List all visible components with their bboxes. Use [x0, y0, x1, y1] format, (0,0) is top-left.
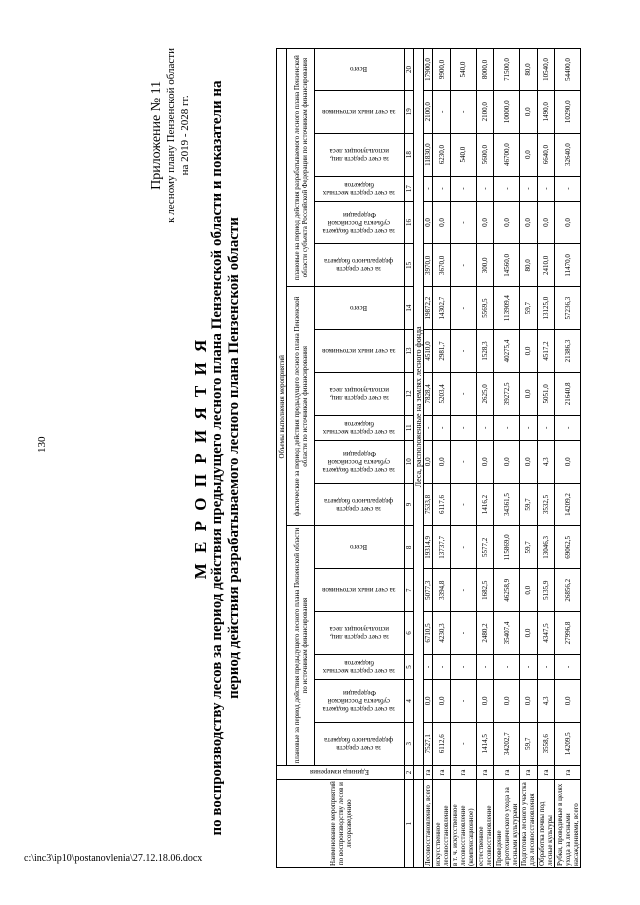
table-cell: 4347,5	[537, 612, 555, 655]
header-source-4: за счет средств лиц, использующих леса	[315, 612, 405, 655]
table-cell: 0,0	[433, 201, 451, 244]
table-cell: 300,0	[476, 244, 494, 287]
table-row	[555, 49, 581, 868]
table-cell: 0,0	[520, 133, 538, 176]
table-cell: 59,7	[520, 483, 538, 526]
table-cell: -	[424, 176, 433, 201]
table-cell: 14209,2	[555, 483, 581, 526]
header-source-3: за счет средств местных бюджетов	[315, 415, 405, 440]
table-cell: 13737,7	[433, 526, 451, 569]
row-name: естественное лесовосстановление	[476, 780, 494, 868]
column-number: 19	[405, 90, 414, 133]
table-cell: 4517,2	[537, 330, 555, 373]
column-number: 18	[405, 133, 414, 176]
table-cell: 46258,9	[494, 569, 520, 612]
header-unit-column: Единица измерения	[277, 765, 405, 780]
table-cell: -	[537, 176, 555, 201]
table-cell: 2625,0	[476, 372, 494, 415]
column-number: 20	[405, 49, 414, 91]
table-row	[494, 49, 520, 868]
table-cell: 8000,0	[476, 49, 494, 91]
table-cell: 6640,0	[537, 133, 555, 176]
table-row	[520, 49, 538, 868]
table-cell: 5135,9	[537, 569, 555, 612]
table-cell: 34361,5	[494, 483, 520, 526]
table-cell: 2100,0	[424, 90, 433, 133]
table-cell: -	[433, 90, 451, 133]
column-number: 15	[405, 244, 414, 287]
appendix-reference: к лесному плану Пензенской области	[165, 48, 177, 223]
table-cell: -	[450, 330, 476, 373]
column-number: 11	[405, 415, 414, 440]
table-cell: 0,0	[424, 201, 433, 244]
table-cell: -	[494, 415, 520, 440]
table-cell: 3670,0	[433, 244, 451, 287]
row-unit: га	[424, 765, 433, 780]
table-cell: 5051,0	[537, 372, 555, 415]
header-source-5: за счет иных источников	[315, 569, 405, 612]
table-cell: 0,0	[520, 330, 538, 373]
header-group-actual-previous: фактические за период действия предыдущего лесного плана Пензенской области по источникам финансирования	[287, 287, 315, 526]
section-empty-cell	[414, 765, 424, 780]
table-cell: 46700,0	[494, 133, 520, 176]
column-number: 10	[405, 440, 414, 483]
table-cell: 2480,2	[476, 612, 494, 655]
row-name: Обработка почвы под лесные культуры	[537, 780, 555, 868]
table-cell: 0,0	[494, 440, 520, 483]
header-volumes: Объемы выполнения мероприятий	[277, 49, 287, 766]
table-cell: 540,0	[450, 133, 476, 176]
row-name: Проведение агротехнического ухода за лесными культурами	[494, 780, 520, 868]
table-cell: 59,7	[520, 287, 538, 330]
table-cell: 13046,3	[537, 526, 555, 569]
measures-table	[276, 48, 581, 868]
table-cell: 11830,0	[424, 133, 433, 176]
row-unit: га	[450, 765, 476, 780]
table-cell: -	[450, 526, 476, 569]
page-number: 130	[36, 436, 48, 453]
table-row	[476, 49, 494, 868]
table-cell: 21386,3	[555, 330, 581, 373]
header-source-5: за счет иных источников	[315, 90, 405, 133]
table-cell: 0,0	[476, 680, 494, 723]
table-cell: -	[450, 287, 476, 330]
table-cell: 57236,3	[555, 287, 581, 330]
column-number: 5	[405, 654, 414, 679]
column-number: 16	[405, 201, 414, 244]
table-cell: -	[450, 722, 476, 765]
table-cell: -	[494, 654, 520, 679]
document-title	[192, 48, 243, 868]
table-cell: -	[450, 654, 476, 679]
table-cell: 6112,6	[433, 722, 451, 765]
header-source-2: за счет средств бюджета субъекта Российской Федерации	[315, 201, 405, 244]
row-name: Подготовка лесного участка для лесовосстановления	[520, 780, 538, 868]
table-cell: -	[433, 176, 451, 201]
table-cell: 540,0	[450, 49, 476, 91]
table-cell: 0,0	[555, 201, 581, 244]
column-number: 2	[405, 765, 414, 780]
table-cell: 5203,4	[433, 372, 451, 415]
title-line-1: по воспроизводству лесов за период действия предыдущего лесного плана Пензенской области и показатели на	[209, 80, 225, 836]
table-row	[433, 49, 451, 868]
table-cell: 1490,0	[537, 90, 555, 133]
header-source-6: Всего	[315, 526, 405, 569]
header-source-6: Всего	[315, 49, 405, 91]
column-numbers-row	[405, 49, 414, 868]
table-cell: -	[450, 244, 476, 287]
table-cell: 11470,0	[555, 244, 581, 287]
header-name-column: Наименование мероприятий по воспроизводству лесов и лесоразведению	[277, 780, 405, 868]
table-cell: 34202,7	[494, 722, 520, 765]
table-cell: 5077,3	[424, 569, 433, 612]
table-row	[450, 49, 476, 868]
column-number: 7	[405, 569, 414, 612]
table-cell: 6117,6	[433, 483, 451, 526]
table-cell: 1414,5	[476, 722, 494, 765]
table-cell: -	[537, 415, 555, 440]
table-cell: 7533,8	[424, 483, 433, 526]
table-cell: 80,0	[520, 49, 538, 91]
row-unit: га	[476, 765, 494, 780]
header-source-2: за счет средств бюджета субъекта Российской Федерации	[315, 680, 405, 723]
header-source-3: за счет средств местных бюджетов	[315, 176, 405, 201]
table-cell: 4510,0	[424, 330, 433, 373]
table-cell: -	[476, 176, 494, 201]
table-cell: 6710,5	[424, 612, 433, 655]
table-cell: 3394,8	[433, 569, 451, 612]
table-cell: 0,0	[520, 372, 538, 415]
table-cell: -	[555, 654, 581, 679]
table-cell: 7527,1	[424, 722, 433, 765]
table-cell: 69062,5	[555, 526, 581, 569]
title-heading: М Е Р О П Р И Я Т И Я	[191, 336, 210, 580]
row-unit: га	[537, 765, 555, 780]
table-cell: 1682,5	[476, 569, 494, 612]
column-number: 13	[405, 330, 414, 373]
table-cell: 0,0	[520, 612, 538, 655]
table-cell: -	[537, 654, 555, 679]
table-cell: 6230,0	[433, 133, 451, 176]
table-cell: 26856,2	[555, 569, 581, 612]
column-number: 1	[405, 780, 414, 868]
table-cell: 5600,0	[476, 133, 494, 176]
table-cell: -	[520, 654, 538, 679]
header-source-2: за счет средств бюджета субъекта Российской Федерации	[315, 440, 405, 483]
table-row	[537, 49, 555, 868]
table-cell: -	[450, 372, 476, 415]
appendix-number: Приложение № 11	[149, 80, 164, 190]
table-cell: -	[450, 483, 476, 526]
section-row	[414, 49, 424, 868]
column-number: 12	[405, 372, 414, 415]
table-cell: -	[476, 654, 494, 679]
table-cell: -	[555, 415, 581, 440]
table-cell: 32640,0	[555, 133, 581, 176]
table-cell: 0,0	[555, 680, 581, 723]
table-cell: 13125,0	[537, 287, 555, 330]
table-cell: -	[450, 612, 476, 655]
table-cell: -	[450, 176, 476, 201]
table-cell: -	[555, 176, 581, 201]
table-cell: 0,0	[424, 680, 433, 723]
table-cell: 3970,0	[424, 244, 433, 287]
table-cell: -	[424, 415, 433, 440]
row-unit: га	[520, 765, 538, 780]
table-cell: 0,0	[537, 201, 555, 244]
rotated-document	[150, 48, 625, 868]
section-title: Леса, расположенные на землях лесного фонда	[414, 49, 424, 766]
table-cell: 19872,2	[424, 287, 433, 330]
table-cell: 27996,8	[555, 612, 581, 655]
table-cell: 0,0	[520, 201, 538, 244]
table-cell: 35407,4	[494, 612, 520, 655]
appendix-period: на 2019 - 2028 гг.	[179, 95, 191, 176]
column-number: 3	[405, 722, 414, 765]
table-cell: 3558,6	[537, 722, 555, 765]
table-cell: -	[520, 176, 538, 201]
table-cell: -	[450, 440, 476, 483]
row-name: в т. ч. искусственное лесовосстановление (компенсационное)	[450, 780, 476, 868]
table-cell: -	[424, 654, 433, 679]
header-source-6: Всего	[315, 287, 405, 330]
table-cell: 0,0	[494, 201, 520, 244]
table-cell: -	[450, 680, 476, 723]
table-cell: 0,0	[424, 440, 433, 483]
table-cell: 0,0	[433, 440, 451, 483]
table-cell: 21640,8	[555, 372, 581, 415]
table-cell: 39272,5	[494, 372, 520, 415]
header-group-planned-previous: плановые за период действия предыдущего лесного плана Пензенской области по источникам финансирования	[287, 526, 315, 765]
header-source-4: за счет средств лиц, использующих леса	[315, 133, 405, 176]
table-cell: 5569,5	[476, 287, 494, 330]
header-source-4: за счет средств лиц, использующих леса	[315, 372, 405, 415]
table-cell: 1416,2	[476, 483, 494, 526]
table-cell: 59,7	[520, 722, 538, 765]
column-number: 6	[405, 612, 414, 655]
table-cell: 54400,0	[555, 49, 581, 91]
table-cell: 113909,4	[494, 287, 520, 330]
table-cell: 10290,0	[555, 90, 581, 133]
table-cell: 14209,5	[555, 722, 581, 765]
table-cell: 1528,3	[476, 330, 494, 373]
table-cell: 0,0	[520, 569, 538, 612]
table-cell: 80,0	[520, 244, 538, 287]
table-cell: 2410,0	[537, 244, 555, 287]
table-cell: 17900,0	[424, 49, 433, 91]
table-cell: -	[520, 415, 538, 440]
table-cell: -	[450, 90, 476, 133]
table-cell: 14302,7	[433, 287, 451, 330]
section-empty-cell	[414, 780, 424, 868]
table-cell: 0,0	[476, 201, 494, 244]
table-cell: 0,0	[520, 440, 538, 483]
table-cell: 0,0	[555, 440, 581, 483]
table-cell: 0,0	[520, 680, 538, 723]
table-cell: 4230,3	[433, 612, 451, 655]
header-source-1: за счет средств федерального бюджета	[315, 483, 405, 526]
table-cell: 10540,0	[537, 49, 555, 91]
table-cell: 9900,0	[433, 49, 451, 91]
table-cell: -	[450, 569, 476, 612]
column-number: 4	[405, 680, 414, 723]
header-source-1: за счет средств федерального бюджета	[315, 722, 405, 765]
column-number: 9	[405, 483, 414, 526]
table-cell: -	[494, 176, 520, 201]
row-name: искусственное лесовосстановление	[433, 780, 451, 868]
table-cell: 5577,2	[476, 526, 494, 569]
table-cell: 4,3	[537, 680, 555, 723]
column-number: 8	[405, 526, 414, 569]
title-line-2: период действия разрабатываемого лесного плана Пензенской области	[226, 217, 242, 699]
table-cell: -	[476, 415, 494, 440]
table-cell: -	[450, 415, 476, 440]
appendix-note	[150, 48, 192, 223]
table-cell: 14560,0	[494, 244, 520, 287]
column-number: 17	[405, 176, 414, 201]
row-name: Лесовосстановление, всего	[424, 780, 433, 868]
table-cell: -	[433, 415, 451, 440]
column-number: 14	[405, 287, 414, 330]
row-unit: га	[494, 765, 520, 780]
table-cell: 19314,9	[424, 526, 433, 569]
row-name: Рубки, проводимые в целях ухода за лесными насаждениями, всего	[555, 780, 581, 868]
header-source-1: за счет средств федерального бюджета	[315, 244, 405, 287]
table-cell: -	[433, 654, 451, 679]
table-cell: 2981,7	[433, 330, 451, 373]
table-cell: 10000,0	[494, 90, 520, 133]
table-cell: 115869,0	[494, 526, 520, 569]
table-cell: 0,0	[433, 680, 451, 723]
row-unit: га	[433, 765, 451, 780]
header-source-3: за счет средств местных бюджетов	[315, 654, 405, 679]
table-cell: -	[450, 201, 476, 244]
table-cell: 40275,4	[494, 330, 520, 373]
footer-file-path: c:\inc3\ip10\postanovlenia\27.12.18.06.docx	[24, 853, 203, 864]
table-cell: 0,0	[476, 440, 494, 483]
table-cell: 71500,0	[494, 49, 520, 91]
table-cell: 2100,0	[476, 90, 494, 133]
header-source-5: за счет иных источников	[315, 330, 405, 373]
table-cell: 0,0	[520, 90, 538, 133]
header-group-planned-new: плановые на период действия разрабатываемого лесного плана Пензенской области субъекта Российской Федерации по источникам финансирования	[287, 49, 315, 287]
table-cell: 59,7	[520, 526, 538, 569]
table-row	[424, 49, 433, 868]
table-cell: 3532,5	[537, 483, 555, 526]
table-cell: 0,0	[494, 680, 520, 723]
table-cell: 7828,4	[424, 372, 433, 415]
table-cell: 4,3	[537, 440, 555, 483]
row-unit: га	[555, 765, 581, 780]
